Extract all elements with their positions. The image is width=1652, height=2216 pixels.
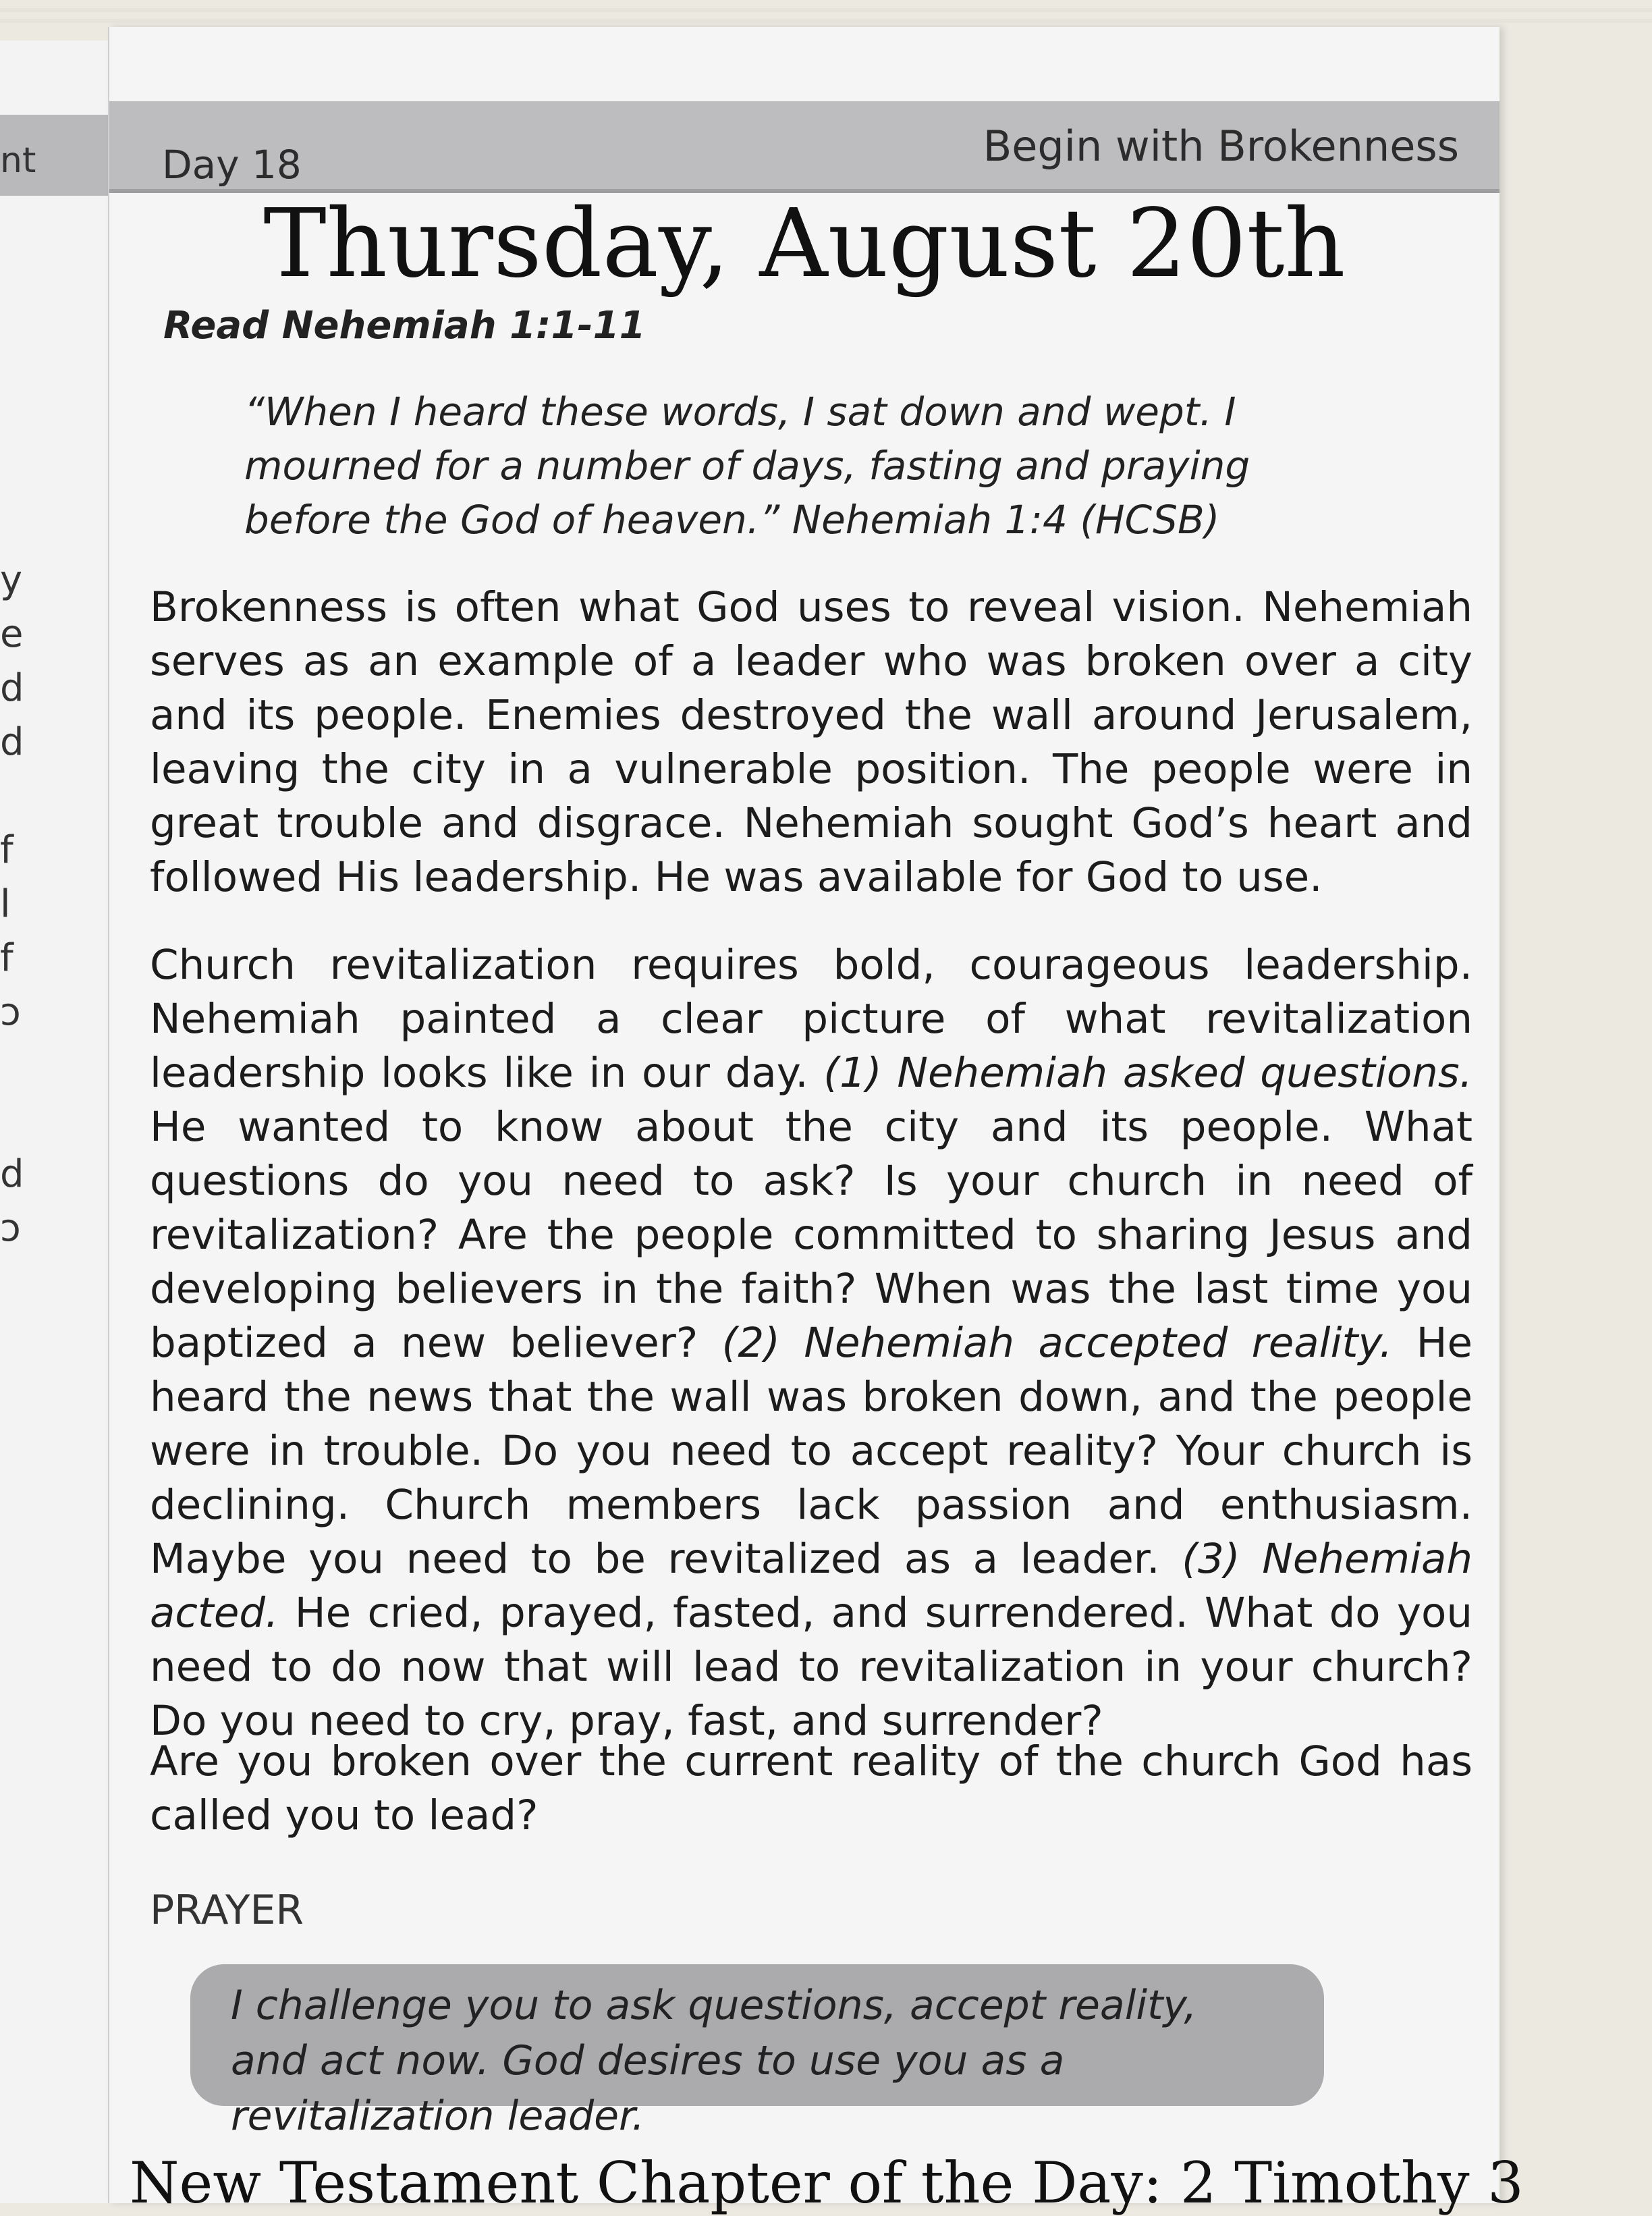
paragraph-revitalization — [150, 938, 1472, 1748]
scripture-reading: Read Nehemiah 1:1-11 — [163, 304, 646, 348]
paragraph-text: Church revitalization requires bold, courageous leadership. Nehemiah painted a clear picture of what revitalization leadership looks like in our day. — [150, 941, 1472, 1097]
devotional-page — [108, 27, 1524, 2216]
point-accepted-reality: (2) Nehemiah accepted reality. — [721, 1319, 1393, 1367]
edge-letter — [0, 1039, 40, 1093]
scripture-quote: “When I heard these words, I sat down and wept. I mourned for a number of days, fasting and praying before the God of heaven.” Nehemiah 1:4 (HCSB) — [244, 389, 1250, 543]
chapter-of-the-day: New Testament Chapter of the Day: 2 Timothy 3 — [130, 2150, 1524, 2216]
edge-letter: ɔ — [0, 1206, 21, 1250]
edge-letter: d — [0, 666, 24, 710]
edge-letter: d — [0, 720, 24, 764]
edge-letter: ɔ — [0, 990, 21, 1034]
point-acted: (3) Nehemiah acted. — [150, 1535, 1472, 1637]
day-label: Day 18 — [162, 142, 302, 188]
paragraph-brokenness: Brokenness is often what God uses to reveal vision. Nehemiah serves as an example of a leader who was broken over a city and its people. Enemies destroyed the wall around Jerusalem, leaving the city in a vulnerable position. The people were in great trouble and disgrace. Nehemiah sought God’s heart and followed His leadership. He was available for God to use. — [150, 583, 1472, 901]
paragraph-text: He cried, prayed, fasted, and surrendered. What do you need to do now that will lead to revitalization in your church? Do you need to cry, pray, fast, and surrender? — [150, 1589, 1472, 1745]
previous-page — [0, 40, 116, 2203]
edge-letter: l — [0, 882, 11, 926]
paragraph-text: He wanted to know about the city and its people. What questions do you need to ask? Is your church in need of revitalization? Are the people committed to sharing Jesus and developing believers in the faith? When was the last time you baptized a new believer? — [150, 1103, 1472, 1367]
series-title: Begin with Brokenness — [983, 121, 1459, 171]
edge-letter — [0, 769, 40, 823]
previous-page-header-text: nt — [0, 140, 36, 181]
edge-letter: e — [0, 612, 24, 656]
previous-page-edge-text — [0, 553, 40, 1255]
edge-letter: d — [0, 1152, 24, 1196]
edge-letter: f — [0, 828, 13, 872]
point-asked-questions: (1) Nehemiah asked questions. — [823, 1049, 1472, 1097]
page-title: Thursday, August 20th — [263, 189, 1346, 299]
edge-letter — [0, 1093, 40, 1147]
prayer-label: PRAYER — [150, 1887, 304, 1934]
paragraph-text: He heard the news that the wall was broken down, and the people were in trouble. Do you need to accept reality? Your church is declining. Church members lack passion and enthusiasm. Maybe you need to be revitalized as a leader. — [150, 1319, 1472, 1583]
previous-page-header — [0, 115, 108, 196]
edge-letter: y — [0, 558, 23, 602]
prayer-challenge-box: I challenge you to ask questions, accept reality, and act now. God desires to use you as a revitalization leader. — [190, 1964, 1324, 2106]
paragraph-question: Are you broken over the current reality of the church God has called you to lead? — [150, 1737, 1472, 1839]
edge-letter: f — [0, 936, 13, 980]
